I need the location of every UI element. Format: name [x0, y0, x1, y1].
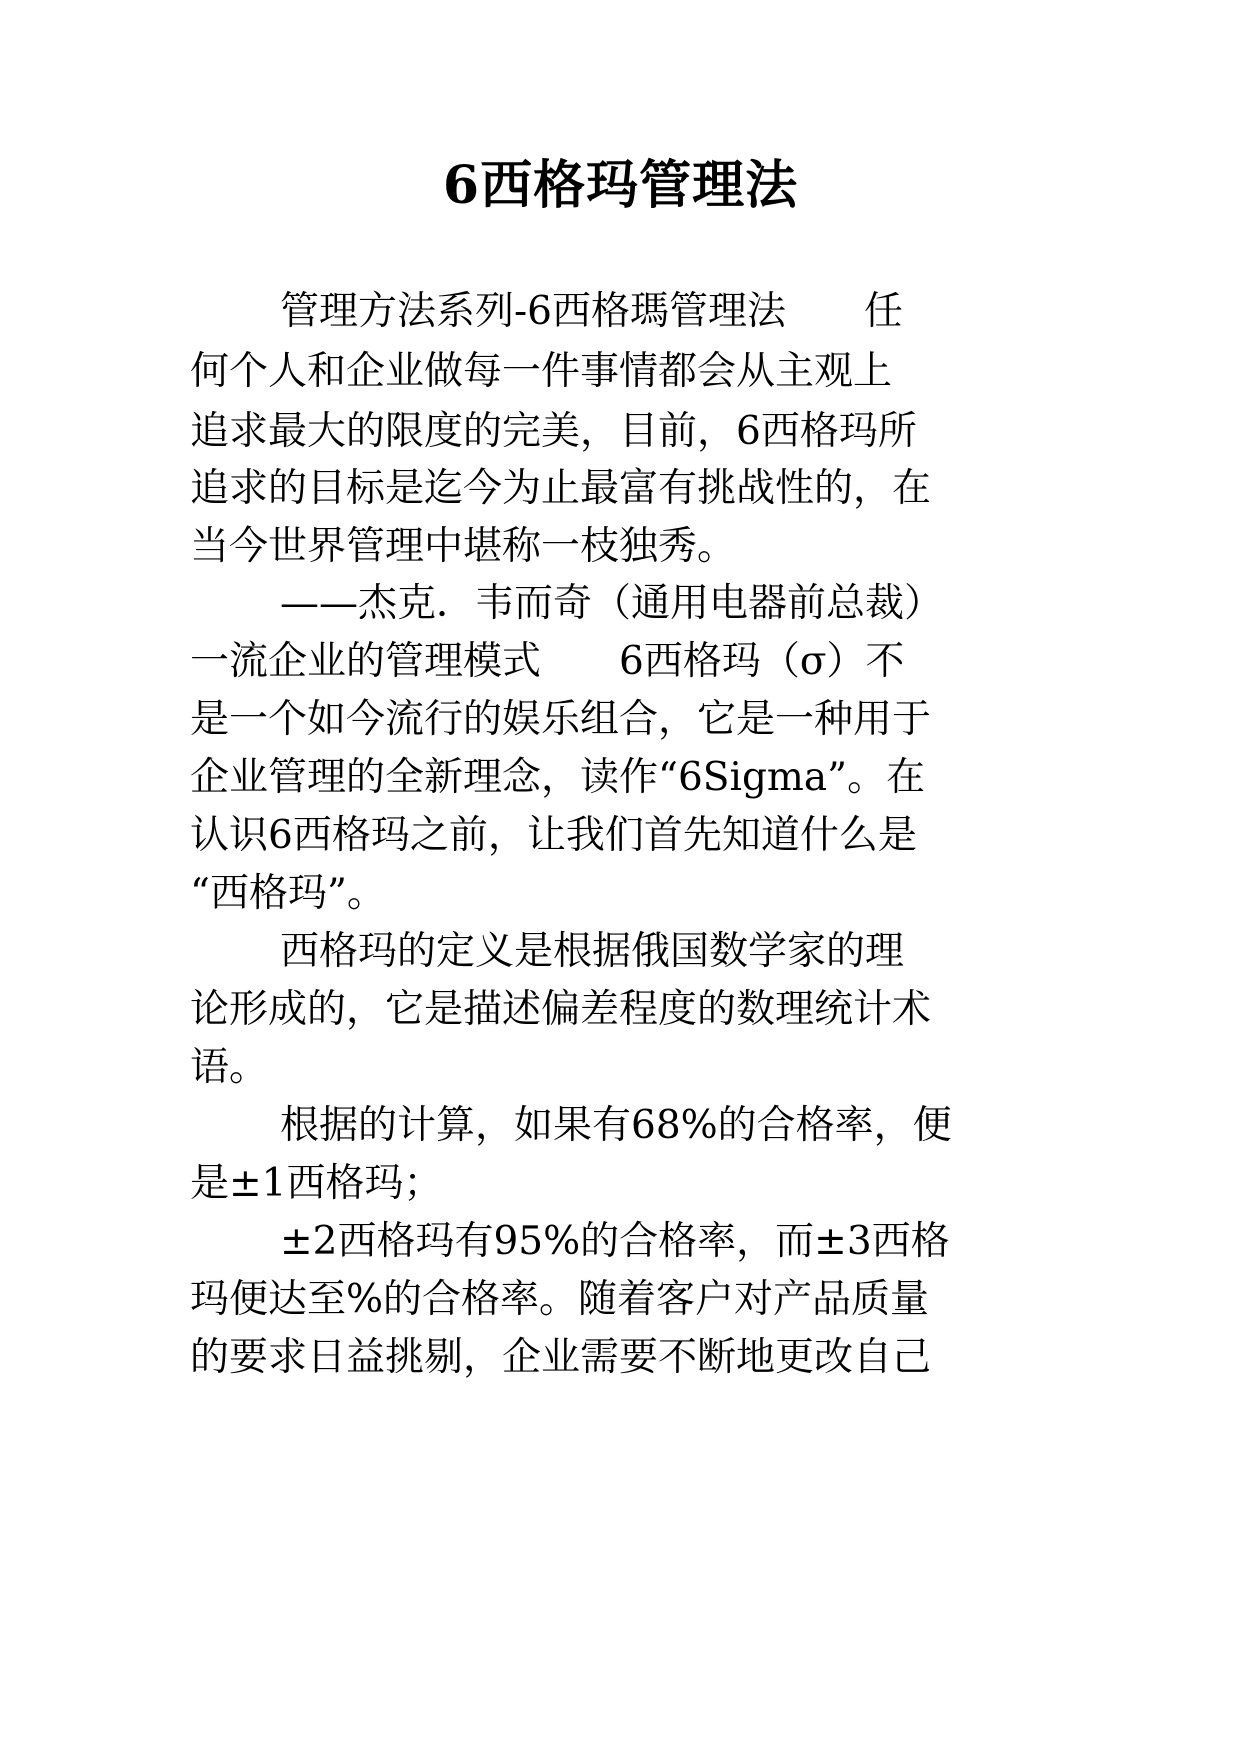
paragraph-line: 西格玛的定义是根据俄国数学家的理	[280, 929, 905, 974]
paragraph-line: 语。	[190, 1045, 269, 1090]
paragraph-line: ±2西格玛有95%的合格率，而±3西格	[280, 1219, 950, 1264]
paragraph-line: 是一个如今流行的娱乐组合，它是一种用于	[190, 697, 932, 742]
paragraph-line: 认识6西格玛之前，让我们首先知道什么是	[190, 813, 917, 858]
paragraph-line: 是±1西格玛；	[190, 1161, 443, 1206]
document-title: 6西格玛管理法	[442, 155, 799, 216]
paragraph-line: 追求最大的限度的完美，目前，6西格玛所	[190, 409, 917, 454]
quote-attribution: ——杰克．韦而奇（通用电器前总裁）	[280, 581, 944, 626]
paragraph-line: 何个人和企业做每一件事情都会从主观上	[190, 349, 893, 394]
paragraph-line: 根据的计算，如果有68%的合格率，便	[280, 1103, 952, 1148]
paragraph-line: 当今世界管理中堪称一枝独秀。	[190, 524, 737, 569]
paragraph-line: 论形成的，它是描述偏差程度的数理统计术	[190, 987, 932, 1032]
paragraph-line: 企业管理的全新理念，读作“6Sigma”。在	[190, 755, 926, 800]
paragraph-line: 的要求日益挑剔，企业需要不断地更改自己	[190, 1335, 932, 1380]
paragraph-line: 玛便达至%的合格率。随着客户对产品质量	[190, 1277, 930, 1322]
paragraph-line: 管理方法系列-6西格瑪管理法 任	[280, 289, 903, 334]
paragraph-line: 一流企业的管理模式 6西格玛（σ）不	[190, 639, 905, 684]
paragraph-line: “西格玛”。	[190, 871, 386, 916]
paragraph-line: 追求的目标是迄今为止最富有挑战性的，在	[190, 466, 932, 511]
